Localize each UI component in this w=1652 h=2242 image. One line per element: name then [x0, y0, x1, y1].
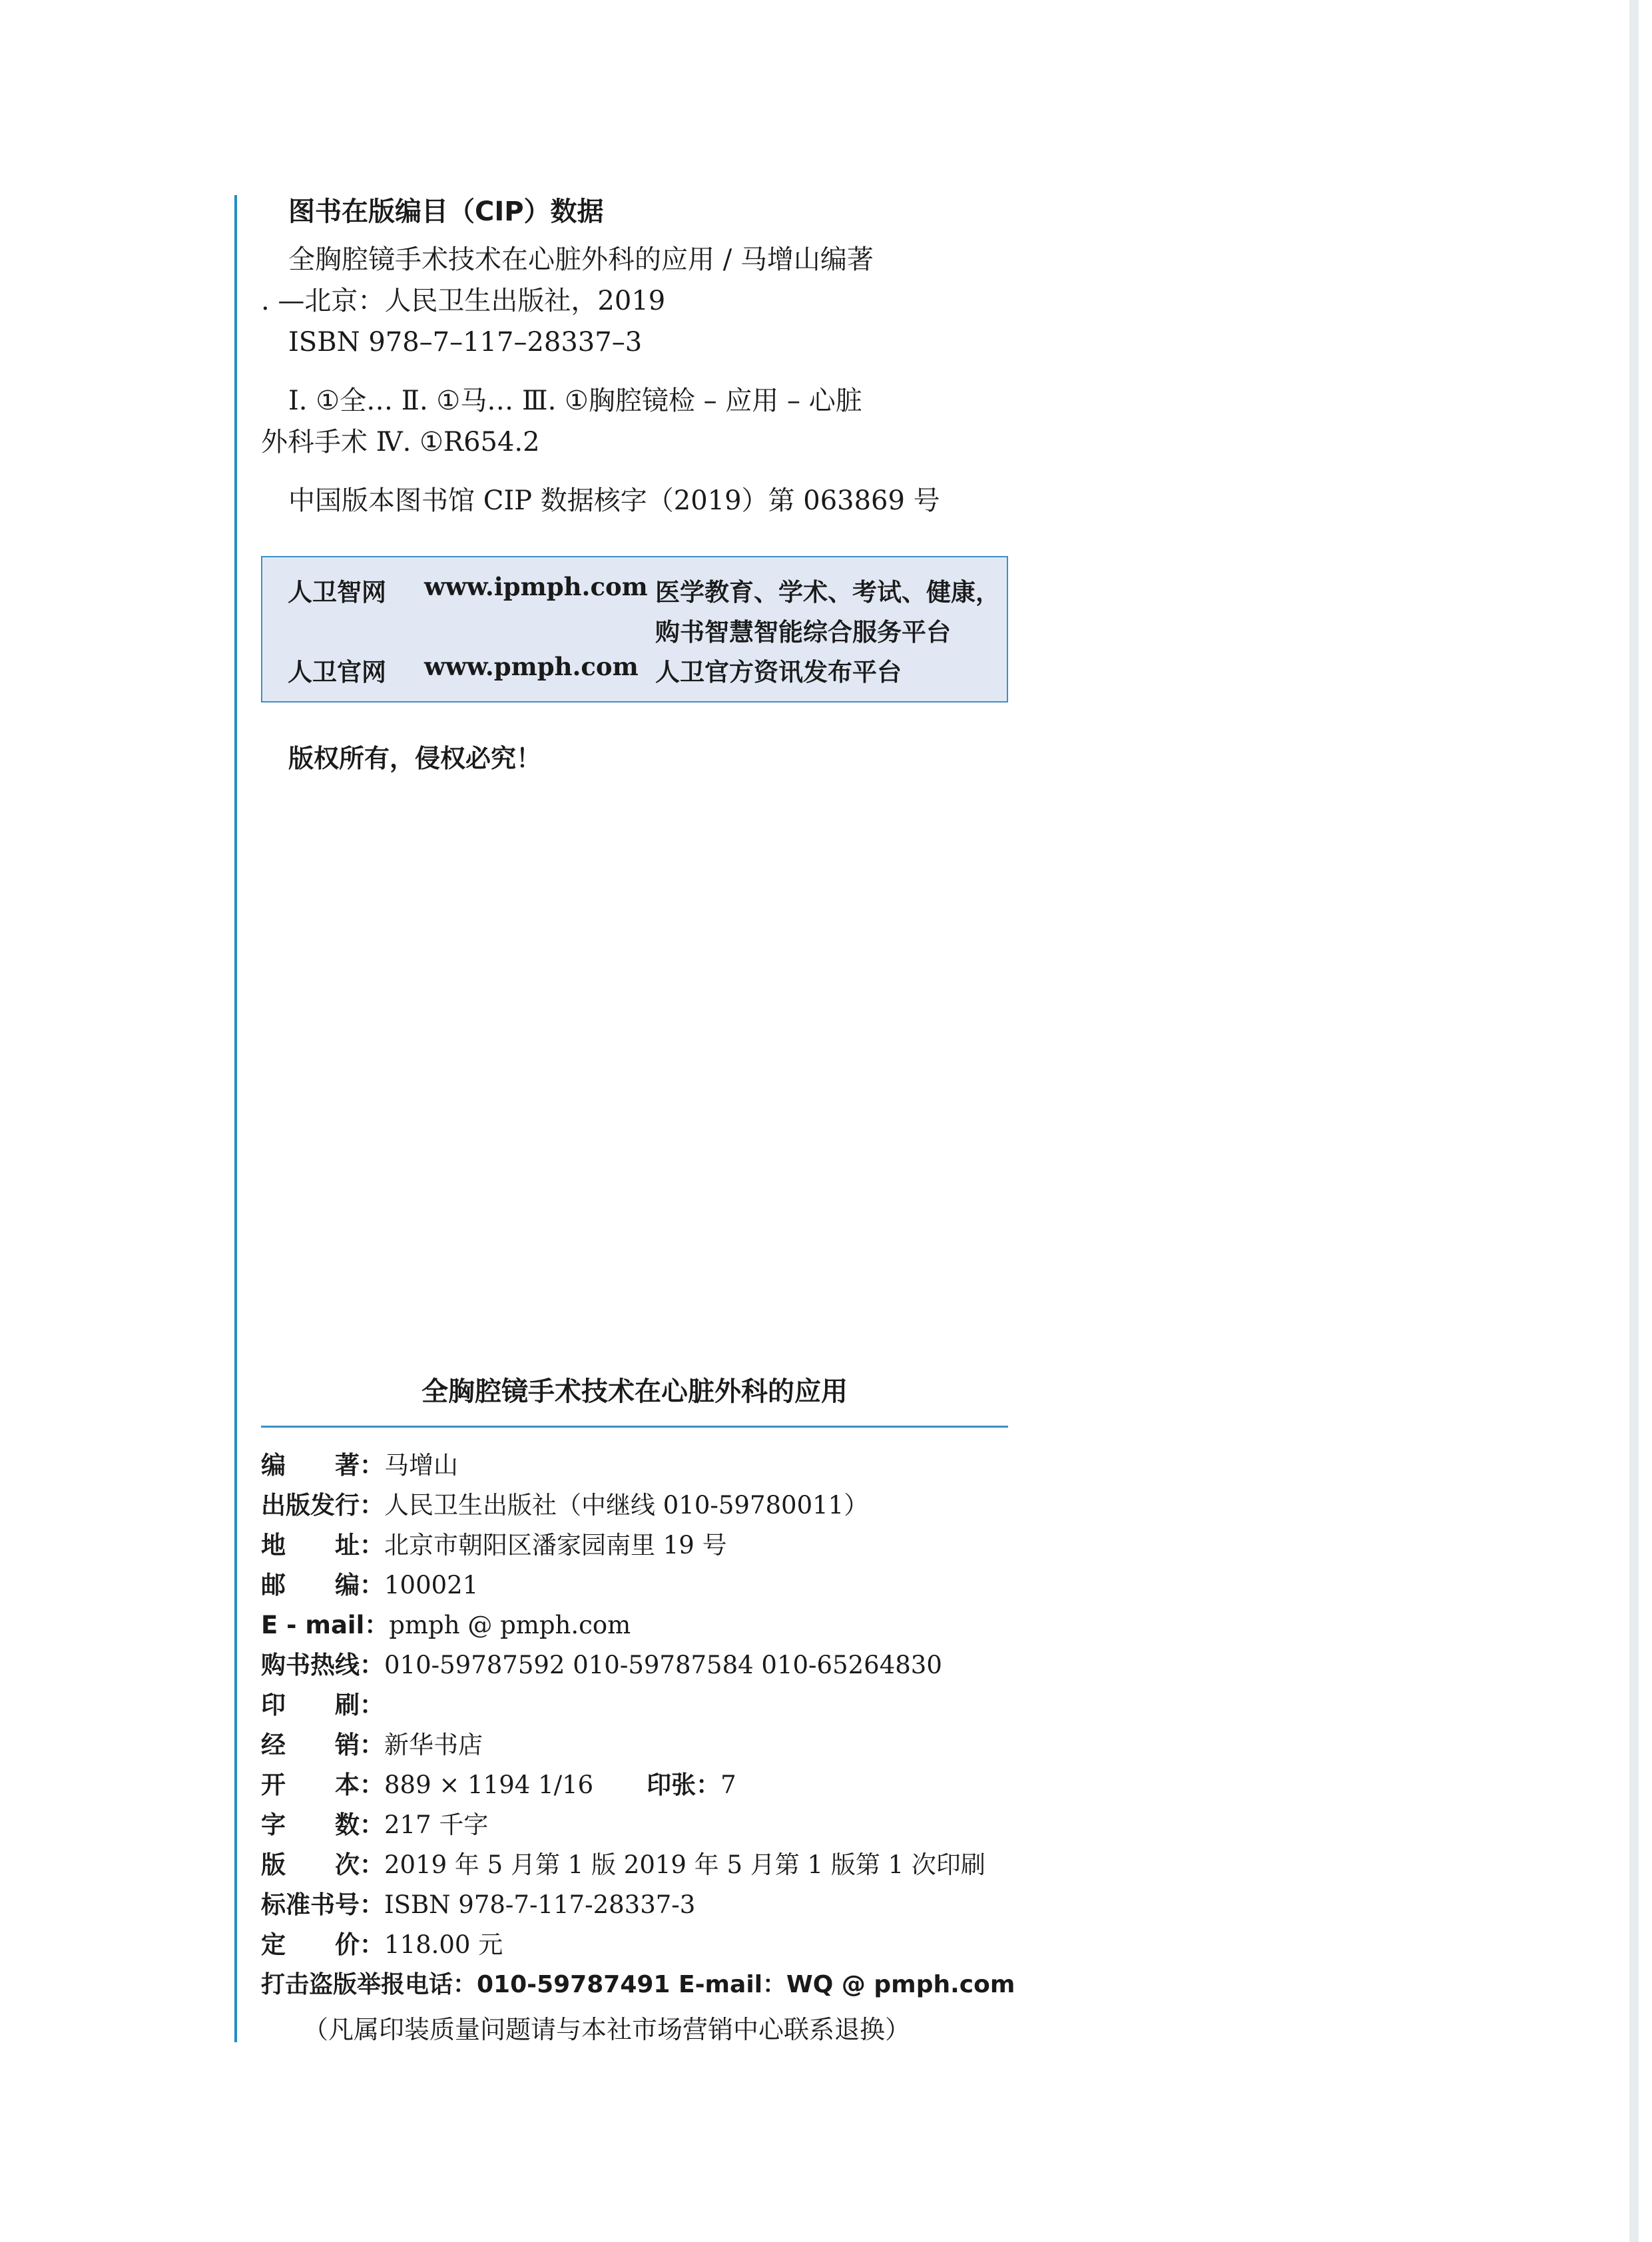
cip-heading: 图书在版编目（CIP）数据 — [288, 196, 604, 227]
website-desc-2: 人卫官方资讯发布平台 — [655, 658, 902, 687]
info-label: 定 价： — [261, 1930, 384, 1959]
info-row-price — [261, 1930, 503, 1960]
info-row-edition — [261, 1850, 985, 1880]
info-value: 010-59787592 010-59787584 010-65264830 — [384, 1651, 942, 1679]
info-row-distributor — [261, 1730, 483, 1761]
info-sheets-label: 印张： — [647, 1771, 721, 1799]
info-row-format — [261, 1770, 736, 1801]
info-row-isbn — [261, 1890, 695, 1920]
info-label: 字 数： — [261, 1811, 384, 1839]
website-url-1[interactable]: www.ipmph.com — [424, 572, 648, 601]
cip-line-publisher: . —北京：人民卫生出版社，2019 — [261, 286, 666, 316]
website-desc-1a: 医学教育、学术、考试、健康， — [655, 578, 1000, 607]
info-row-email — [261, 1610, 631, 1641]
info-label: E - mail： — [261, 1611, 390, 1639]
margin-rule — [234, 195, 237, 2042]
info-label: 标准书号： — [261, 1890, 384, 1919]
title-rule — [261, 1426, 1008, 1428]
info-label: 邮 编： — [261, 1571, 384, 1599]
info-value: 2019 年 5 月第 1 版 2019 年 5 月第 1 版第 1 次印刷 — [384, 1850, 985, 1879]
website-name-2: 人卫官网 — [288, 658, 386, 687]
info-value[interactable]: pmph @ pmph.com — [389, 1611, 631, 1639]
info-row-wordcount — [261, 1810, 488, 1840]
page-edge-strip — [1629, 0, 1639, 2242]
website-desc-1b: 购书智慧智能综合服务平台 — [655, 618, 951, 647]
book-title: 全胸腔镜手术技术在心脏外科的应用 — [421, 1376, 848, 1407]
info-value: 217 千字 — [384, 1811, 489, 1839]
cip-line-title: 全胸腔镜手术技术在心脏外科的应用 / 马增山编著 — [288, 244, 874, 275]
info-label: 购书热线： — [261, 1651, 384, 1679]
info-label: 版 次： — [261, 1850, 384, 1879]
info-value: 100021 — [384, 1571, 479, 1599]
info-value: 马增山 — [384, 1451, 458, 1480]
info-value: 北京市朝阳区潘家园南里 19 号 — [384, 1531, 727, 1559]
piracy-hotline: 打击盗版举报电话：010-59787491 E-mail：WQ @ pmph.com — [261, 1971, 1015, 1998]
cip-line-isbn: ISBN 978–7–117–28337–3 — [288, 327, 643, 358]
website-name-1: 人卫智网 — [288, 578, 386, 607]
info-value: 118.00 元 — [384, 1930, 503, 1959]
info-row-editor — [261, 1450, 458, 1481]
info-row-printer — [261, 1690, 384, 1721]
info-label: 编 著： — [261, 1451, 384, 1480]
info-value: ISBN 978-7-117-28337-3 — [384, 1890, 696, 1919]
info-label: 出版发行： — [261, 1491, 384, 1520]
copyright-notice: 版权所有，侵权必究！ — [288, 744, 542, 773]
info-label: 地 址： — [261, 1531, 384, 1559]
info-value: 889 × 1194 1/16 — [384, 1771, 594, 1799]
cip-line-class: 外科手术 Ⅳ. ①R654.2 — [261, 427, 540, 457]
cip-line-subjects: Ⅰ. ①全… Ⅱ. ①马… Ⅲ. ①胸腔镜检 – 应用 – 心脏 — [288, 386, 862, 416]
info-label: 开 本： — [261, 1771, 384, 1799]
quality-note: （凡属印装质量问题请与本社市场营销中心联系退换） — [303, 2015, 911, 2044]
website-url-2[interactable]: www.pmph.com — [424, 652, 639, 681]
info-sheets-value: 7 — [720, 1771, 736, 1799]
info-row-hotline — [261, 1650, 942, 1681]
info-value: 人民卫生出版社（中继线 010-59780011） — [384, 1491, 869, 1520]
website-box — [261, 556, 1008, 702]
info-row-postcode — [261, 1570, 478, 1601]
info-row-address — [261, 1530, 727, 1561]
cip-line-number: 中国版本图书馆 CIP 数据核字（2019）第 063869 号 — [288, 485, 940, 516]
info-value: 新华书店 — [384, 1731, 483, 1759]
info-label: 经 销： — [261, 1731, 384, 1759]
info-label: 印 刷： — [261, 1691, 384, 1719]
info-row-publisher — [261, 1490, 868, 1521]
